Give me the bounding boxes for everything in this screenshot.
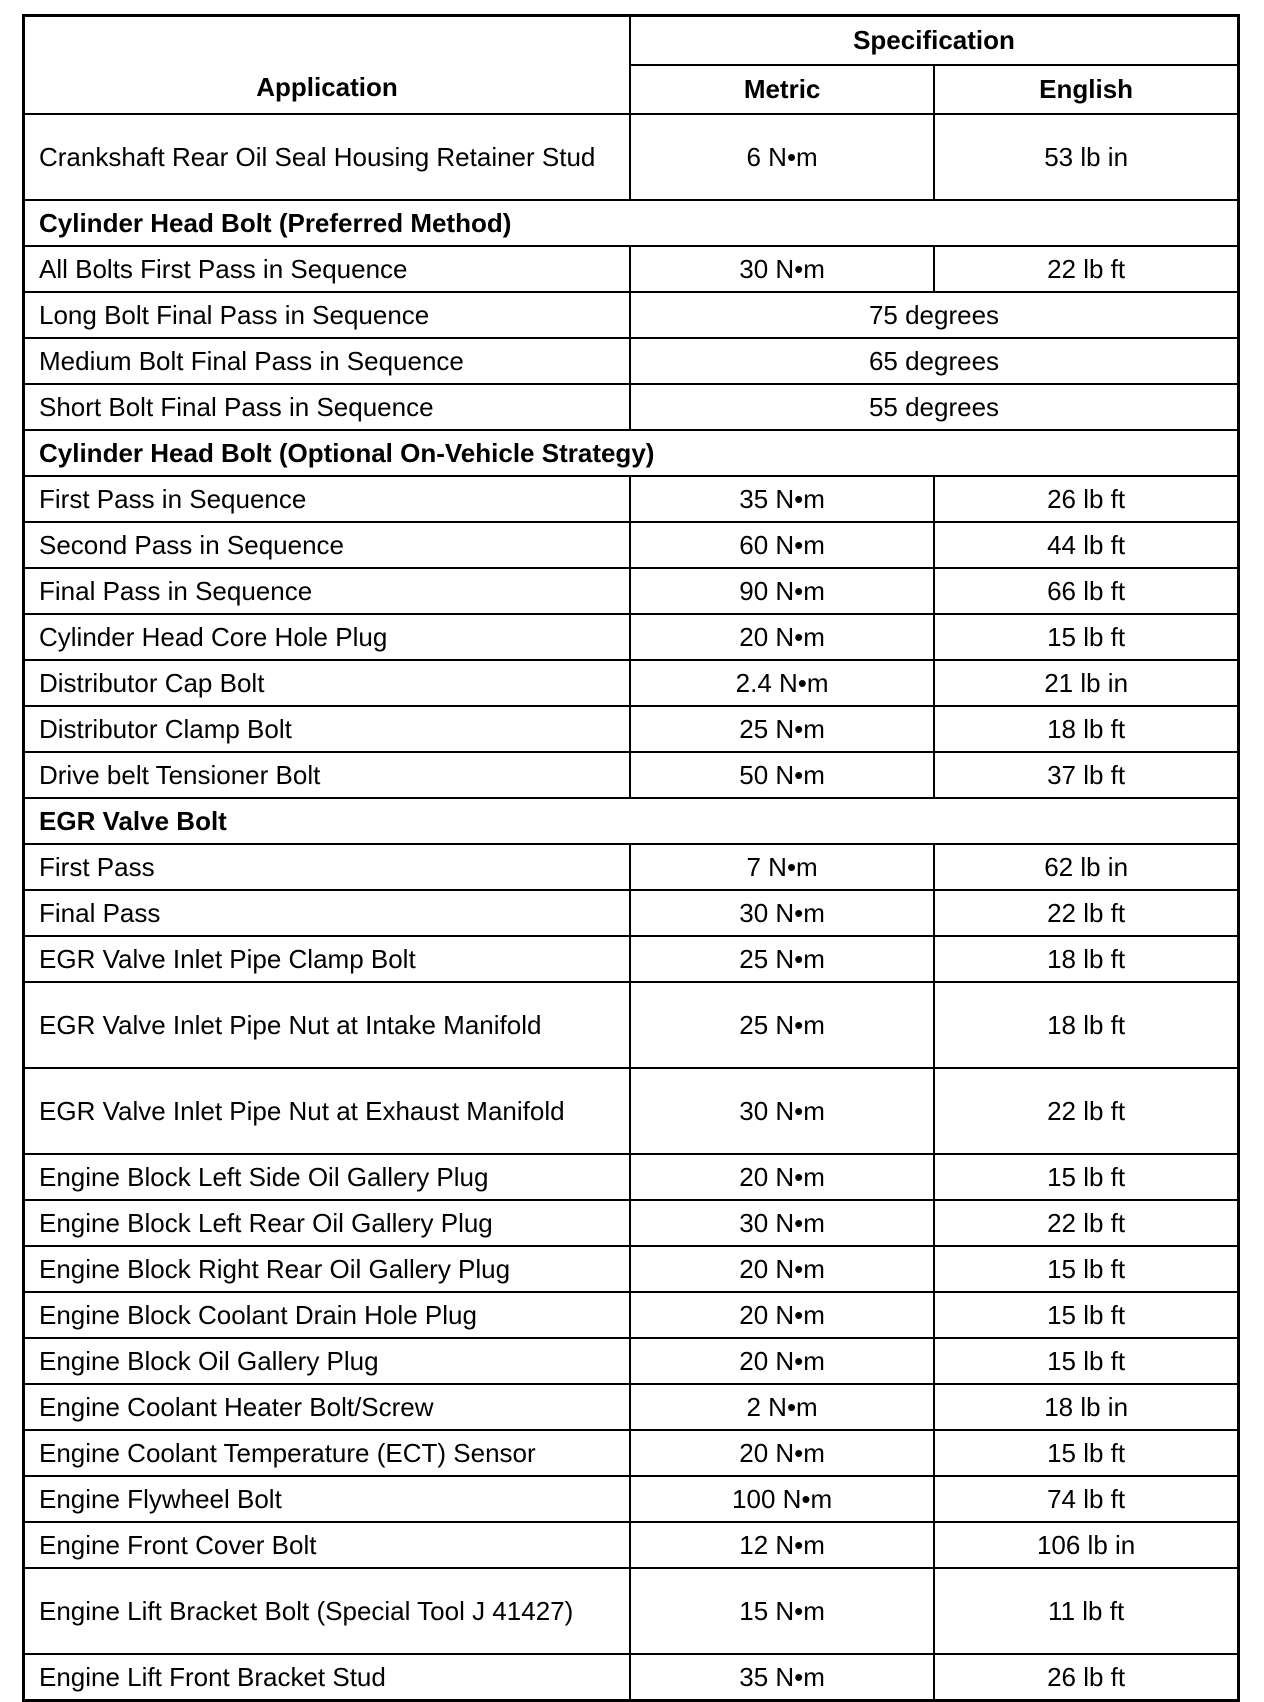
metric-cell: 50 N•m xyxy=(630,752,934,798)
application-cell: Distributor Clamp Bolt xyxy=(24,706,630,752)
english-cell: 22 lb ft xyxy=(934,246,1238,292)
metric-cell: 20 N•m xyxy=(630,1292,934,1338)
metric-cell: 100 N•m xyxy=(630,1476,934,1522)
table-row xyxy=(24,568,1239,614)
table-row xyxy=(24,476,1239,522)
table-row xyxy=(24,982,1239,1068)
angle-spec-cell: 75 degrees xyxy=(630,292,1239,338)
english-cell: 22 lb ft xyxy=(934,1200,1238,1246)
application-cell: Engine Block Left Rear Oil Gallery Plug xyxy=(24,1200,630,1246)
metric-cell: 30 N•m xyxy=(630,246,934,292)
english-cell: 15 lb ft xyxy=(934,614,1238,660)
english-cell: 21 lb in xyxy=(934,660,1238,706)
application-cell: EGR Valve Inlet Pipe Clamp Bolt xyxy=(24,936,630,982)
application-cell: EGR Valve Inlet Pipe Nut at Intake Manifold xyxy=(24,982,630,1068)
metric-cell: 60 N•m xyxy=(630,522,934,568)
metric-cell: 20 N•m xyxy=(630,614,934,660)
table-row xyxy=(24,522,1239,568)
application-cell: EGR Valve Inlet Pipe Nut at Exhaust Manifold xyxy=(24,1068,630,1154)
table-row xyxy=(24,1292,1239,1338)
table-row xyxy=(24,1154,1239,1200)
table-row xyxy=(24,1384,1239,1430)
torque-spec-table xyxy=(22,14,1240,1702)
header-specification: Specification xyxy=(630,16,1239,65)
application-cell: Medium Bolt Final Pass in Sequence xyxy=(24,338,630,384)
metric-cell: 30 N•m xyxy=(630,890,934,936)
english-cell: 106 lb in xyxy=(934,1522,1238,1568)
table-row xyxy=(24,844,1239,890)
table-row xyxy=(24,1476,1239,1522)
english-cell: 44 lb ft xyxy=(934,522,1238,568)
application-cell: Engine Flywheel Bolt xyxy=(24,1476,630,1522)
section-row xyxy=(24,200,1239,246)
application-cell: Engine Block Left Side Oil Gallery Plug xyxy=(24,1154,630,1200)
table-row xyxy=(24,1246,1239,1292)
english-cell: 15 lb ft xyxy=(934,1430,1238,1476)
english-cell: 11 lb ft xyxy=(934,1568,1238,1654)
table-header xyxy=(24,16,1239,115)
metric-cell: 30 N•m xyxy=(630,1068,934,1154)
metric-cell: 35 N•m xyxy=(630,1654,934,1700)
application-cell: Engine Block Coolant Drain Hole Plug xyxy=(24,1292,630,1338)
english-cell: 22 lb ft xyxy=(934,1068,1238,1154)
header-metric: Metric xyxy=(630,65,934,114)
application-cell: Engine Block Right Rear Oil Gallery Plug xyxy=(24,1246,630,1292)
table-row xyxy=(24,890,1239,936)
english-cell: 53 lb in xyxy=(934,114,1238,200)
english-cell: 62 lb in xyxy=(934,844,1238,890)
table-row xyxy=(24,384,1239,430)
metric-cell: 20 N•m xyxy=(630,1246,934,1292)
english-cell: 26 lb ft xyxy=(934,476,1238,522)
english-cell: 18 lb ft xyxy=(934,936,1238,982)
section-heading: EGR Valve Bolt xyxy=(24,798,1239,844)
table-row xyxy=(24,936,1239,982)
table-row xyxy=(24,246,1239,292)
english-cell: 18 lb ft xyxy=(934,706,1238,752)
table-row xyxy=(24,706,1239,752)
english-cell: 18 lb ft xyxy=(934,982,1238,1068)
english-cell: 15 lb ft xyxy=(934,1338,1238,1384)
table-row xyxy=(24,1068,1239,1154)
english-cell: 15 lb ft xyxy=(934,1292,1238,1338)
table-row xyxy=(24,752,1239,798)
table-row xyxy=(24,1200,1239,1246)
table-row xyxy=(24,1430,1239,1476)
table-row xyxy=(24,114,1239,200)
metric-cell: 30 N•m xyxy=(630,1200,934,1246)
metric-cell: 6 N•m xyxy=(630,114,934,200)
metric-cell: 90 N•m xyxy=(630,568,934,614)
application-cell: Engine Coolant Temperature (ECT) Sensor xyxy=(24,1430,630,1476)
application-cell: Short Bolt Final Pass in Sequence xyxy=(24,384,630,430)
metric-cell: 15 N•m xyxy=(630,1568,934,1654)
header-english: English xyxy=(934,65,1238,114)
metric-cell: 25 N•m xyxy=(630,706,934,752)
application-cell: Engine Lift Bracket Bolt (Special Tool J 41427) xyxy=(24,1568,630,1654)
table-row xyxy=(24,614,1239,660)
header-application: Application xyxy=(24,16,630,115)
application-cell: Distributor Cap Bolt xyxy=(24,660,630,706)
metric-cell: 35 N•m xyxy=(630,476,934,522)
table-row xyxy=(24,1522,1239,1568)
angle-spec-cell: 55 degrees xyxy=(630,384,1239,430)
application-cell: Engine Coolant Heater Bolt/Screw xyxy=(24,1384,630,1430)
table-row xyxy=(24,1338,1239,1384)
application-cell: First Pass in Sequence xyxy=(24,476,630,522)
english-cell: 18 lb in xyxy=(934,1384,1238,1430)
application-cell: Final Pass in Sequence xyxy=(24,568,630,614)
metric-cell: 20 N•m xyxy=(630,1430,934,1476)
application-cell: Crankshaft Rear Oil Seal Housing Retainer Stud xyxy=(24,114,630,200)
application-cell: Long Bolt Final Pass in Sequence xyxy=(24,292,630,338)
application-cell: Cylinder Head Core Hole Plug xyxy=(24,614,630,660)
metric-cell: 20 N•m xyxy=(630,1338,934,1384)
english-cell: 74 lb ft xyxy=(934,1476,1238,1522)
table-row xyxy=(24,292,1239,338)
table-row xyxy=(24,660,1239,706)
table-row xyxy=(24,338,1239,384)
metric-cell: 7 N•m xyxy=(630,844,934,890)
application-cell: First Pass xyxy=(24,844,630,890)
section-heading: Cylinder Head Bolt (Preferred Method) xyxy=(24,200,1239,246)
section-row xyxy=(24,430,1239,476)
application-cell: Second Pass in Sequence xyxy=(24,522,630,568)
metric-cell: 12 N•m xyxy=(630,1522,934,1568)
angle-spec-cell: 65 degrees xyxy=(630,338,1239,384)
english-cell: 26 lb ft xyxy=(934,1654,1238,1700)
application-cell: Final Pass xyxy=(24,890,630,936)
metric-cell: 20 N•m xyxy=(630,1154,934,1200)
metric-cell: 2 N•m xyxy=(630,1384,934,1430)
english-cell: 22 lb ft xyxy=(934,890,1238,936)
section-row xyxy=(24,798,1239,844)
table-body xyxy=(24,114,1239,1700)
metric-cell: 2.4 N•m xyxy=(630,660,934,706)
english-cell: 66 lb ft xyxy=(934,568,1238,614)
metric-cell: 25 N•m xyxy=(630,936,934,982)
table-row xyxy=(24,1568,1239,1654)
application-cell: All Bolts First Pass in Sequence xyxy=(24,246,630,292)
application-cell: Engine Block Oil Gallery Plug xyxy=(24,1338,630,1384)
english-cell: 37 lb ft xyxy=(934,752,1238,798)
application-cell: Engine Front Cover Bolt xyxy=(24,1522,630,1568)
application-cell: Engine Lift Front Bracket Stud xyxy=(24,1654,630,1700)
table-row xyxy=(24,1654,1239,1700)
section-heading: Cylinder Head Bolt (Optional On-Vehicle Strategy) xyxy=(24,430,1239,476)
metric-cell: 25 N•m xyxy=(630,982,934,1068)
english-cell: 15 lb ft xyxy=(934,1246,1238,1292)
application-cell: Drive belt Tensioner Bolt xyxy=(24,752,630,798)
english-cell: 15 lb ft xyxy=(934,1154,1238,1200)
